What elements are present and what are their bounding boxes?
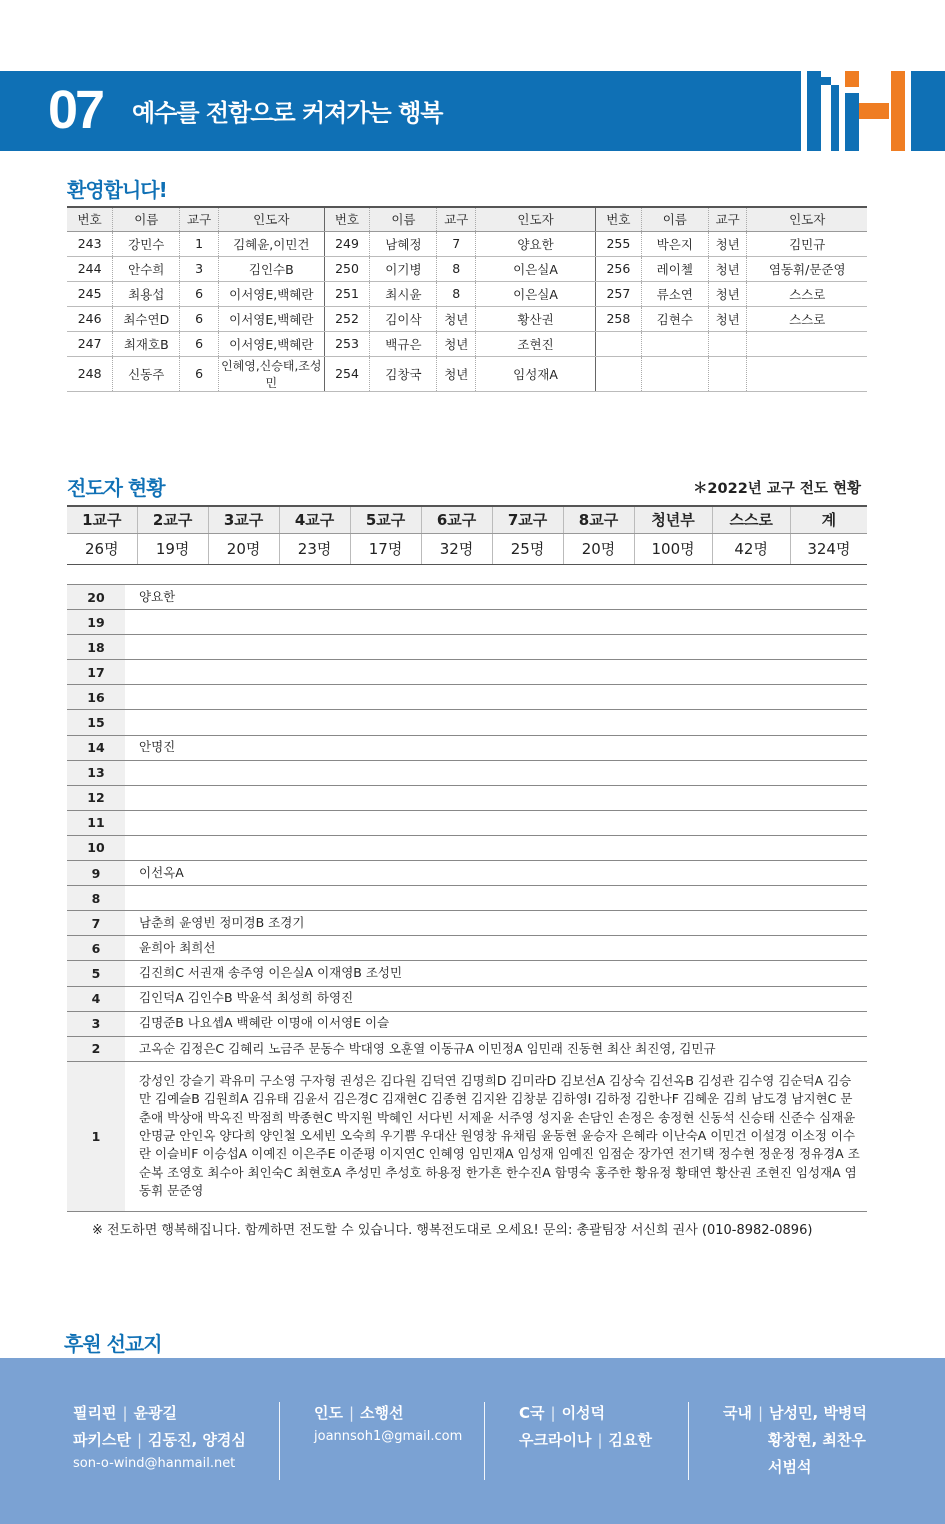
missionary-names: 윤광길 (133, 1404, 178, 1422)
count-names (125, 835, 867, 860)
count-row (67, 961, 867, 986)
count-number: 10 (67, 835, 125, 860)
cell-parish: 청년 (437, 356, 476, 391)
cell-name: 이기병 (370, 256, 437, 281)
count-names (125, 760, 867, 785)
cell-name: 백규은 (370, 331, 437, 356)
support-panel (0, 1358, 945, 1524)
status-value: 19명 (137, 533, 208, 564)
count-row (67, 835, 867, 860)
count-number: 7 (67, 911, 125, 936)
cell-name: 최수연D (113, 306, 180, 331)
count-row (67, 986, 867, 1011)
status-header: 4교구 (279, 506, 350, 533)
status-value: 20명 (563, 533, 634, 564)
cell-guide: 스스로 (747, 281, 867, 306)
cell-name: 류소연 (641, 281, 708, 306)
count-number: 20 (67, 585, 125, 610)
count-row (67, 810, 867, 835)
count-names (125, 635, 867, 660)
col-header-guide: 인도자 (476, 207, 596, 231)
missionary-names: 김동진, 양경심 (148, 1431, 246, 1449)
count-names: 남춘희 윤영빈 정미경B 조경기 (125, 911, 867, 936)
status-header: 청년부 (634, 506, 712, 533)
divider (279, 1402, 280, 1480)
count-number: 11 (67, 810, 125, 835)
cell-parish: 6 (180, 356, 219, 391)
status-value: 100명 (634, 533, 712, 564)
cell-no: 243 (67, 231, 113, 256)
cell-no: 245 (67, 281, 113, 306)
count-names: 양요한 (125, 585, 867, 610)
count-names (125, 685, 867, 710)
status-header: 1교구 (67, 506, 137, 533)
status-value: 25명 (492, 533, 563, 564)
count-number: 6 (67, 936, 125, 961)
count-number: 4 (67, 986, 125, 1011)
col-header-guide: 인도자 (747, 207, 867, 231)
count-number: 3 (67, 1011, 125, 1036)
church-logo (795, 71, 945, 151)
count-row (67, 635, 867, 660)
cell-name: 안수희 (113, 256, 180, 281)
cell-name: 강민수 (113, 231, 180, 256)
cell-name: 최용섭 (113, 281, 180, 306)
cell-guide: 이은실A (476, 281, 596, 306)
count-names (125, 886, 867, 911)
status-header: 계 (790, 506, 867, 533)
count-names: 김진희C 서권재 송주영 이은실A 이재영B 조성민 (125, 961, 867, 986)
count-number: 13 (67, 760, 125, 785)
country-label: 파키스탄 (73, 1431, 131, 1449)
missionary-names: 소행선 (360, 1404, 404, 1422)
missionary-names: 김요한 (608, 1431, 652, 1449)
status-header: 8교구 (563, 506, 634, 533)
support-col-1 (73, 1402, 246, 1480)
cell-guide (747, 356, 867, 391)
col-header-name: 이름 (113, 207, 180, 231)
col-header-no: 번호 (324, 207, 370, 231)
status-header: 5교구 (350, 506, 421, 533)
cell-guide: 김인수B (218, 256, 324, 281)
count-number: 18 (67, 635, 125, 660)
cell-name: 최시윤 (370, 281, 437, 306)
cell-guide: 양요한 (476, 231, 596, 256)
cell-guide: 이서영E,백혜란 (218, 306, 324, 331)
col-header-guide: 인도자 (218, 207, 324, 231)
cell-name: 김이삭 (370, 306, 437, 331)
cell-no: 252 (324, 306, 370, 331)
cell-parish: 8 (437, 281, 476, 306)
support-col-2 (314, 1402, 462, 1480)
cell-no: 250 (324, 256, 370, 281)
col-header-parish: 교구 (437, 207, 476, 231)
count-row (67, 886, 867, 911)
cell-guide: 염동휘/문준영 (747, 256, 867, 281)
page-title: 예수를 전함으로 커져가는 행복 (132, 99, 443, 127)
count-row (67, 1011, 867, 1036)
count-row (67, 735, 867, 760)
cell-parish (708, 331, 747, 356)
welcome-table (67, 206, 867, 392)
cell-name (641, 331, 708, 356)
support-line (73, 1429, 246, 1450)
col-header-name: 이름 (370, 207, 437, 231)
cell-parish: 청년 (708, 256, 747, 281)
cell-parish: 1 (180, 231, 219, 256)
count-names: 안명진 (125, 735, 867, 760)
support-line (519, 1402, 652, 1423)
count-number: 2 (67, 1036, 125, 1061)
cell-name: 김현수 (641, 306, 708, 331)
count-names (125, 660, 867, 685)
cell-guide: 임성재A (476, 356, 596, 391)
count-row (67, 1036, 867, 1061)
status-header: 6교구 (421, 506, 492, 533)
church-logo-icon (795, 71, 945, 151)
cell-parish: 청년 (437, 331, 476, 356)
cell-no: 256 (596, 256, 642, 281)
status-header: 7교구 (492, 506, 563, 533)
status-value-row (67, 533, 867, 564)
missionary-names: 이성덕 (561, 1404, 606, 1422)
status-value: 42명 (712, 533, 790, 564)
table-row (67, 281, 867, 306)
count-names (125, 785, 867, 810)
col-header-name: 이름 (641, 207, 708, 231)
count-number: 19 (67, 610, 125, 635)
cell-guide: 김혜윤,이민건 (218, 231, 324, 256)
count-row (67, 710, 867, 735)
divider (484, 1402, 485, 1480)
cell-guide: 스스로 (747, 306, 867, 331)
count-names (125, 710, 867, 735)
table-row (67, 331, 867, 356)
count-names: 김인덕A 김인수B 박윤석 최성희 하영진 (125, 986, 867, 1011)
cell-no: 244 (67, 256, 113, 281)
cell-no: 254 (324, 356, 370, 391)
divider (688, 1402, 689, 1480)
count-names (125, 810, 867, 835)
cell-guide: 조현진 (476, 331, 596, 356)
count-names: 김명준B 나요셉A 백혜란 이명애 이서영E 이슬 (125, 1011, 867, 1036)
cell-name: 신동주 (113, 356, 180, 391)
separator: | (136, 1431, 143, 1449)
col-header-parish: 교구 (180, 207, 219, 231)
count-row (67, 610, 867, 635)
cell-guide: 김민규 (747, 231, 867, 256)
cell-guide (747, 331, 867, 356)
cell-guide: 인혜영,신승태,조성민 (218, 356, 324, 391)
count-row (67, 585, 867, 610)
count-number: 8 (67, 886, 125, 911)
count-number: 16 (67, 685, 125, 710)
status-value: 26명 (67, 533, 137, 564)
country-label: 국내 (723, 1404, 752, 1422)
support-line (314, 1402, 462, 1423)
table-row (67, 306, 867, 331)
cell-name: 최재호B (113, 331, 180, 356)
support-line (73, 1402, 246, 1423)
cell-parish: 7 (437, 231, 476, 256)
cell-parish: 3 (180, 256, 219, 281)
count-number: 17 (67, 660, 125, 685)
cell-guide: 이서영E,백혜란 (218, 331, 324, 356)
status-value: 324명 (790, 533, 867, 564)
cell-parish: 6 (180, 331, 219, 356)
status-value: 20명 (208, 533, 279, 564)
count-names: 이선옥A (125, 861, 867, 886)
count-names (125, 610, 867, 635)
status-table (67, 505, 867, 565)
count-number: 5 (67, 961, 125, 986)
cell-guide: 이서영E,백혜란 (218, 281, 324, 306)
support-line (723, 1402, 867, 1423)
email-address: joannsoh1@gmail.com (314, 1429, 463, 1444)
status-value: 32명 (421, 533, 492, 564)
count-names: 고옥순 김정은C 김혜리 노금주 문동수 박대영 오훈열 이동규A 이민정A 임민래 진동현 최산 최진영, 김민규 (125, 1036, 867, 1061)
cell-no (596, 331, 642, 356)
col-header-no: 번호 (596, 207, 642, 231)
separator: | (550, 1404, 556, 1422)
cell-no: 248 (67, 356, 113, 391)
separator: | (757, 1404, 764, 1422)
count-row (67, 911, 867, 936)
support-col-4 (723, 1402, 867, 1480)
evangelist-count-table (67, 584, 867, 1212)
cell-name: 박은지 (641, 231, 708, 256)
email-address: son-o-wind@hanmail.net (73, 1456, 236, 1471)
cell-name: 김창국 (370, 356, 437, 391)
cell-name: 남혜정 (370, 231, 437, 256)
cell-parish: 6 (180, 306, 219, 331)
cell-parish: 6 (180, 281, 219, 306)
country-label: 우크라이나 (519, 1431, 592, 1449)
count-row (67, 936, 867, 961)
cell-guide: 황산권 (476, 306, 596, 331)
country-label: C국 (519, 1404, 545, 1422)
status-header-row (67, 506, 867, 533)
cell-parish: 청년 (708, 306, 747, 331)
cell-parish: 8 (437, 256, 476, 281)
cell-parish: 청년 (708, 231, 747, 256)
count-number: 15 (67, 710, 125, 735)
status-header: 3교구 (208, 506, 279, 533)
footnote: ※ 전도하면 행복해집니다. 함께하면 전도할 수 있습니다. 행복전도대로 오세요! 문의: 총괄팀장 서신희 권사 (010-8982-0896) (92, 1223, 813, 1238)
status-note: ＊2022년 교구 전도 현황 (692, 481, 861, 497)
count-row (67, 861, 867, 886)
cell-name (641, 356, 708, 391)
count-number: 9 (67, 861, 125, 886)
table-row (67, 231, 867, 256)
count-names: 강성인 강슬기 곽유미 구소영 구자형 권성은 김다원 김덕연 김명희D 김미라D 김보선A 김상숙 김선옥B 김성관 김수영 김순덕A 김승만 김예슬B 김원희A 김유태 김윤서 김은경C 김재현C 김종현 김지완 김창분 김하영I 김하정 김한나F 김혜운 김희 남도경 남지현C 문춘애 박상애 박옥진 박점희 박종현C 박지원 박혜인 서다빈 서제윤 서주영 성지윤 손담인 손정은 송정현 신동석 신승태 신준수 심재윤 안명균 안인옥 양다희 양인철 오세빈 오숙희 우기쁨 우대산 원영창 유채림 윤동현 윤승자 은혜라 이난숙A 이민건 이설경 이소정 이수란 이슬비F 이승섭A 이예진 이은주E 이준평 이지연C 인혜영 임민재A 임성재 임예진 임점순 장가연 전기택 정수현 정운정 정유경A 조순복 조영호 최수아 최인숙C 최현호A 추성민 추성호 하용정 한가흔 한수진A 함명숙 홍주한 황유정 황태연 황산권 조현진 임성재A 염동휘 문준영 (125, 1061, 867, 1211)
welcome-header-row (67, 207, 867, 231)
count-row (67, 685, 867, 710)
cell-no: 249 (324, 231, 370, 256)
separator: | (348, 1404, 355, 1422)
cell-no: 253 (324, 331, 370, 356)
separator: | (597, 1431, 603, 1449)
missionary-names: 황창현, 최찬우 (768, 1431, 866, 1449)
separator: | (122, 1404, 128, 1422)
count-number: 14 (67, 735, 125, 760)
support-col-3 (519, 1402, 652, 1480)
table-row (67, 256, 867, 281)
welcome-title: 환영합니다! (67, 178, 167, 202)
status-value: 23명 (279, 533, 350, 564)
table-row (67, 356, 867, 391)
status-header: 스스로 (712, 506, 790, 533)
count-row (67, 760, 867, 785)
cell-no: 255 (596, 231, 642, 256)
count-row (67, 1061, 867, 1211)
status-header: 2교구 (137, 506, 208, 533)
cell-no: 257 (596, 281, 642, 306)
country-label: 필리핀 (73, 1404, 117, 1422)
count-names: 윤희아 최희선 (125, 936, 867, 961)
count-number: 12 (67, 785, 125, 810)
support-line (519, 1429, 652, 1450)
cell-parish (708, 356, 747, 391)
cell-parish: 청년 (708, 281, 747, 306)
cell-no: 251 (324, 281, 370, 306)
cell-parish: 청년 (437, 306, 476, 331)
col-header-parish: 교구 (708, 207, 747, 231)
missionary-names: 서범석 (768, 1458, 812, 1476)
count-row (67, 660, 867, 685)
missionary-names: 남성민, 박병덕 (769, 1404, 867, 1422)
count-number: 1 (67, 1061, 125, 1211)
col-header-no: 번호 (67, 207, 113, 231)
support-title: 후원 선교지 (64, 1332, 162, 1356)
cell-no: 246 (67, 306, 113, 331)
country-label: 인도 (314, 1404, 343, 1422)
count-row (67, 785, 867, 810)
status-value: 17명 (350, 533, 421, 564)
cell-name: 레이첼 (641, 256, 708, 281)
status-title: 전도자 현황 (67, 476, 165, 500)
cell-guide: 이은실A (476, 256, 596, 281)
cell-no: 247 (67, 331, 113, 356)
cell-no (596, 356, 642, 391)
section-number: 07 (48, 80, 103, 140)
cell-no: 258 (596, 306, 642, 331)
